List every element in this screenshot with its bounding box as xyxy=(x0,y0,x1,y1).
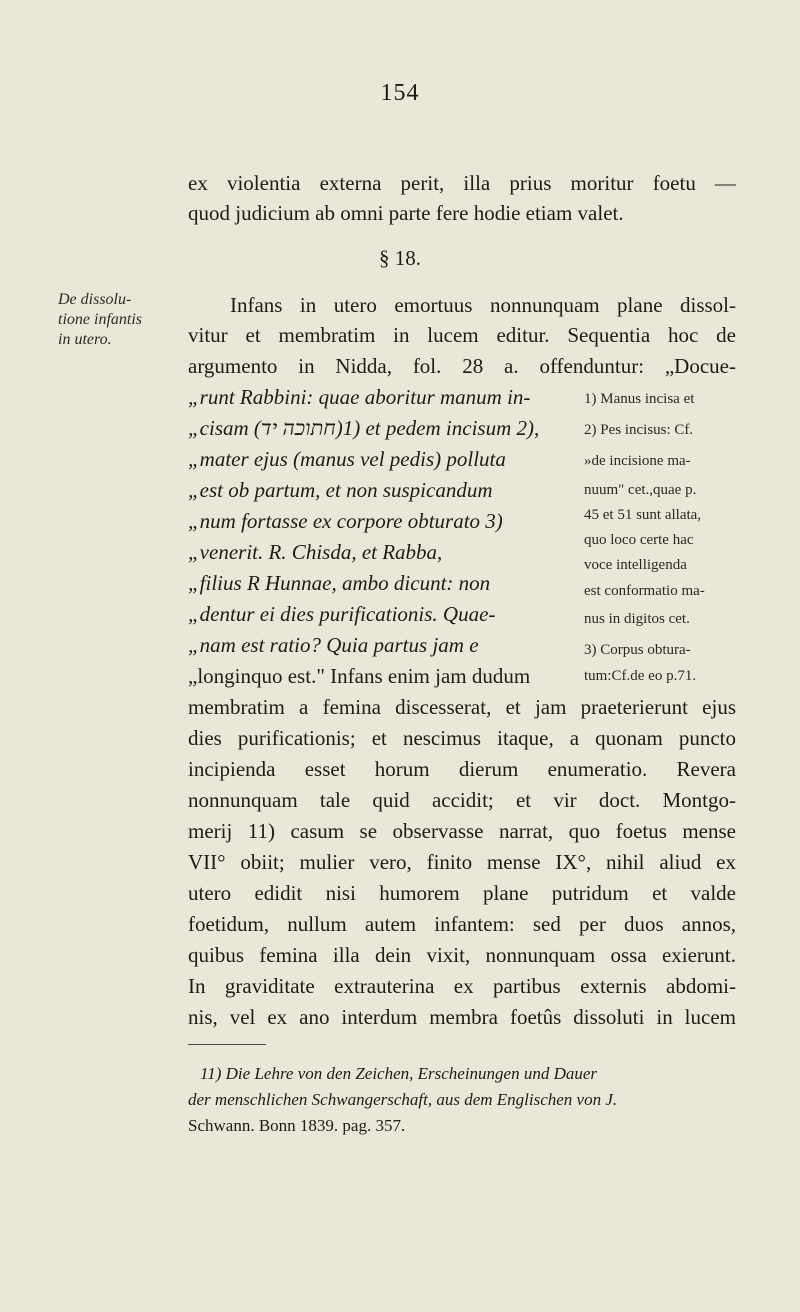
text-line: membratim a femina discesserat, et jam praeterierunt ejus xyxy=(188,695,736,719)
text-line: „num fortasse ex corpore obturato 3) xyxy=(188,509,503,533)
text-line: In graviditate extrauterina ex partibus externis abdomi- xyxy=(188,974,736,998)
margin-note-line: tione infantis xyxy=(58,311,142,328)
text-line: „runt Rabbini: quae aboritur manum in- xyxy=(188,385,531,409)
text-line: „mater ejus (manus vel pedis) polluta xyxy=(188,447,506,471)
text-line: incipienda esset horum dierum enumeratio. Revera xyxy=(188,757,736,781)
side-note-line: 1) Manus incisa et xyxy=(584,391,695,407)
text-line: dies purificationis; et nescimus itaque, a quonam puncto xyxy=(188,726,736,750)
text-line: quibus femina illa dein vixit, nonnunquam ossa exierunt. xyxy=(188,943,736,967)
text-line: merij 11) casum se observasse narrat, quo foetus mense xyxy=(188,819,736,843)
side-note-line: voce intelligenda xyxy=(584,557,687,573)
footnote-rule xyxy=(188,1044,266,1045)
footnote-line: 11) Die Lehre von den Zeichen, Erscheinungen und Dauer xyxy=(200,1064,598,1083)
text-line: vitur et membratim in lucem editur. Sequentia hoc de xyxy=(188,323,736,347)
text-line: utero edidit nisi humorem plane putridum et valde xyxy=(188,881,736,905)
text-line: „dentur ei dies purificationis. Quae- xyxy=(188,602,496,626)
text-line: „cisam (חתוכה יד)1) et pedem incisum 2), xyxy=(188,416,540,440)
margin-note-line: in utero. xyxy=(58,331,112,348)
side-note-line: est conformatio ma- xyxy=(584,583,705,599)
side-note-line: 3) Corpus obtura- xyxy=(584,642,691,658)
side-note-line: 2) Pes incisus: Cf. xyxy=(584,422,694,438)
side-note-line: nus in digitos cet. xyxy=(584,611,690,627)
text-line: „venerit. R. Chisda, et Rabba, xyxy=(188,540,443,564)
text-line: „filius R Hunnae, ambo dicunt: non xyxy=(188,571,491,595)
page-number: 154 xyxy=(380,80,420,106)
margin-note-line: De dissolu- xyxy=(58,291,132,308)
text-line: VII° obiit; mulier vero, finito mense IX°, nihil aliud ex xyxy=(188,850,736,874)
text-line: „nam est ratio? Quia partus jam e xyxy=(188,633,479,657)
side-note-line: quo loco certe hac xyxy=(584,532,694,548)
text-line: nonnunquam tale quid accidit; et vir doct. Montgo- xyxy=(188,788,736,812)
text-line: foetidum, nullum autem infantem: sed per duos annos, xyxy=(188,912,736,936)
text-line: argumento in Nidda, fol. 28 a. offenduntur: „Docue- xyxy=(188,354,736,378)
text-line: „longinquo est." Infans enim jam dudum xyxy=(188,664,531,688)
text-line: Infans in utero emortuus nonnunquam plane dissol- xyxy=(230,293,736,317)
side-note-line: nuum" cet.,quae p. xyxy=(584,482,697,498)
margin-note xyxy=(58,290,178,350)
text-line: quod judicium ab omni parte fere hodie etiam valet. xyxy=(188,201,624,225)
text-line: „est ob partum, et non suspicandum xyxy=(188,478,493,502)
text-line: nis, vel ex ano interdum membra foetûs dissoluti in lucem xyxy=(188,1005,736,1029)
side-note-line: 45 et 51 sunt allata, xyxy=(584,507,702,523)
footnote-line: der menschlichen Schwangerschaft, aus dem Englischen von J. xyxy=(188,1090,618,1109)
side-note-line: »de incisione ma- xyxy=(584,453,691,469)
side-note-line: tum:Cf.de eo p.71. xyxy=(584,668,697,684)
section-heading: § 18. xyxy=(379,246,421,270)
footnote-line: Schwann. Bonn 1839. pag. 357. xyxy=(188,1116,406,1135)
text-line: ex violentia externa perit, illa prius moritur foetu — xyxy=(188,171,736,195)
